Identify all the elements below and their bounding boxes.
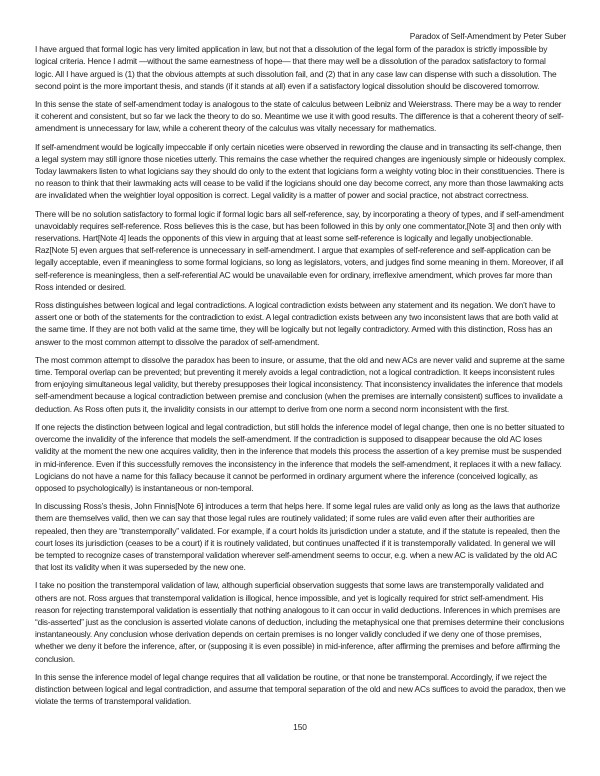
paragraph: If self-amendment would be logically impeccable if only certain niceties were observed in rewording the clause and in transacting its self-change, then a legal system may still ignore those niceties utterly. This remains the case whether the required changes are ingeniously simple or hideously complex. Today lawmakers listen to what logicians say they should do only to the extent that logicians form a weighty voting bloc in their constituencies. There is no reason to think that their lawmaking acts will cease to be valid if the logicians should one day become correct, any more than those lawmaking acts are invalidated when the weightier loyal opposition is correct. Legal validity is a matter of power and social practice, not abstract correctness. — [35, 141, 566, 201]
paragraph: Ross distinguishes between logical and legal contradictions. A logical contradiction exists between any statement and its negation. We don’t have to assert one or both of the statements for the contradiction to exist. A legal contradiction exists between any two inconsistent laws that are both valid at the same time. If they are not both valid at the same time, they will be logically but not legally contradictory. Armed with this distinction, Ross has an answer to the most common attempt to dissolve the paradox of self-amendment. — [35, 300, 559, 347]
paragraph: I take no position the transtemporal validation of law, although superficial observation suggests that some laws are transtemporally validated and others are not. Ross argues that transtemporal validation is illogical, hence impossible, and yet is logically required for strict self-amendment. His reason for rejecting transtemporal validation is essentially that nothing analogous to it can occur in valid deductions. Inferences in which premises are “dis-asserted” just as the conclusion is asserted violate canons of deduction, including the metaphysical one that premises determine their conclusions instantaneously. Any conclusion whose derivation depends on certain premises is no longer validly concluded if we deny one of those premises, whether we deny it before the inference, after, or (supposing it is even possible) in mid-inference, after affirming the premises and before affirming the conclusion. — [35, 580, 565, 664]
page-header-title: Paradox of Self-Amendment by Peter Suber — [409, 31, 566, 41]
paragraph: In this sense the inference model of legal change requires that all validation be routine, or that none be transtemporal. Accordingly, if we reject the distinction between logical and legal contradiction, and assume that temporal separation of the old and new ACs suffices to avoid the paradox, then we violate the terms of transtemporal validation. — [35, 671, 566, 707]
document-body — [35, 43, 566, 707]
page-number: 150 — [293, 722, 307, 732]
paragraph: There will be no solution satisfactory to formal logic if formal logic bars all self-reference, say, by incorporating a theory of types, and if self-amendment unavoidably requires self-reference. Ross believes this is the case, but has been followed in this by only one commentator,[Note 3] and then only with reservations. Hart[Note 4] leads the opponents of this view in arguing that at least some self-reference is logically and legally unobjectionable. Raz[Note 5] even argues that self-reference is unnecessary in self-amendment. I argue that examples of self-reference and self-application can be legally acceptable, even if meaningless to some formal logicians, so long as legislators, voters, and judges find some meaning in them. Moreover, if all self-reference is meaningless, then a self-referential AC would be unavailable even for ordinary, irreflexive amendment, which proves far more than Ross intended or desired. — [35, 208, 564, 292]
paragraph: The most common attempt to dissolve the paradox has been to insure, or assume, that the old and new ACs are never valid and supreme at the same time. Temporal overlap can be prevented; but preventing it merely avoids a legal contradiction, not a logical contradiction. It keeps inconsistent rules from enjoying simultaneous legal validity, but thereby presupposes their logical inconsistency. That inconsistency invalidates the inference that models self-amendment because a logical contradiction between premise and conclusion (when the premises are internally consistent) suffices to invalidate a deduction. As Ross often puts it, the invalidity consists in our attempt to derive from one norm a second norm inconsistent with the first. — [35, 354, 565, 414]
paragraph: In discussing Ross’s thesis, John Finnis[Note 6] introduces a term that helps here. If some legal rules are valid only as long as the laws that authorize them are themselves valid, then we can say that those legal rules are routinely validated; if some rules are valid even after their authorities are repealed, then they are “transtemporally” validated. For example, if a court holds its jurisdiction under a statute, and if the statute is repealed, then the court loses its jurisdiction (ceases to be a court) if it is routinely validated, but continues unaffected if it is transtemporally validated. In general we will be tempted to recognize cases of transtemporal validation wherever self-amendment seems to occur, e.g. when a new AC is validated by the old AC that lost its validity when it was superseded by the new one. — [35, 501, 560, 573]
paragraph: I have argued that formal logic has very limited application in law, but not that a dissolution of the legal form of the paradox is strictly impossible by logical criteria. Hence I admit —without the same earnestness of hope— that there may well be a dissolution of the paradox satisfactory to formal logic. All I have argued is (1) that the obvious attempts at such dissolution fail, and (2) that in any case law can dispense with such a dissolution. The second point is the more important thesis, and stands (if it stands at all) even if a satisfactory logical dissolution should be discovered tomorrow. — [35, 44, 557, 91]
paragraph: If one rejects the distinction between logical and legal contradiction, but still holds the inference model of legal change, then one is no better situated to overcome the invalidity of the inference that models the self-amendment. If the contradiction is supposed to disappear because the old AC loses validity at the moment the new one acquires validity, then in the inference that models this process the assertion of a key premise must be suspended in mid-inference. Even if this successfully removes the inconsistency in the inference that models the self-amendment, it replaces it with a new fallacy. Logicians do not have a name for this fallacy because it cannot be performed in ordinary argument where the inference (conceived logically, as opposed to psychologically) is instantaneous or non-temporal. — [35, 421, 565, 493]
paragraph: In this sense the state of self-amendment today is analogous to the state of calculus between Leibniz and Weierstrass. There may be a way to render it coherent and consistent, but so far we lack the theory to do so. Meantime we use it with good results. The difference is that a coherent theory of self-amendment is unnecessary for law, while a coherent theory of the calculus was vitally necessary for mathematics. — [35, 99, 564, 134]
